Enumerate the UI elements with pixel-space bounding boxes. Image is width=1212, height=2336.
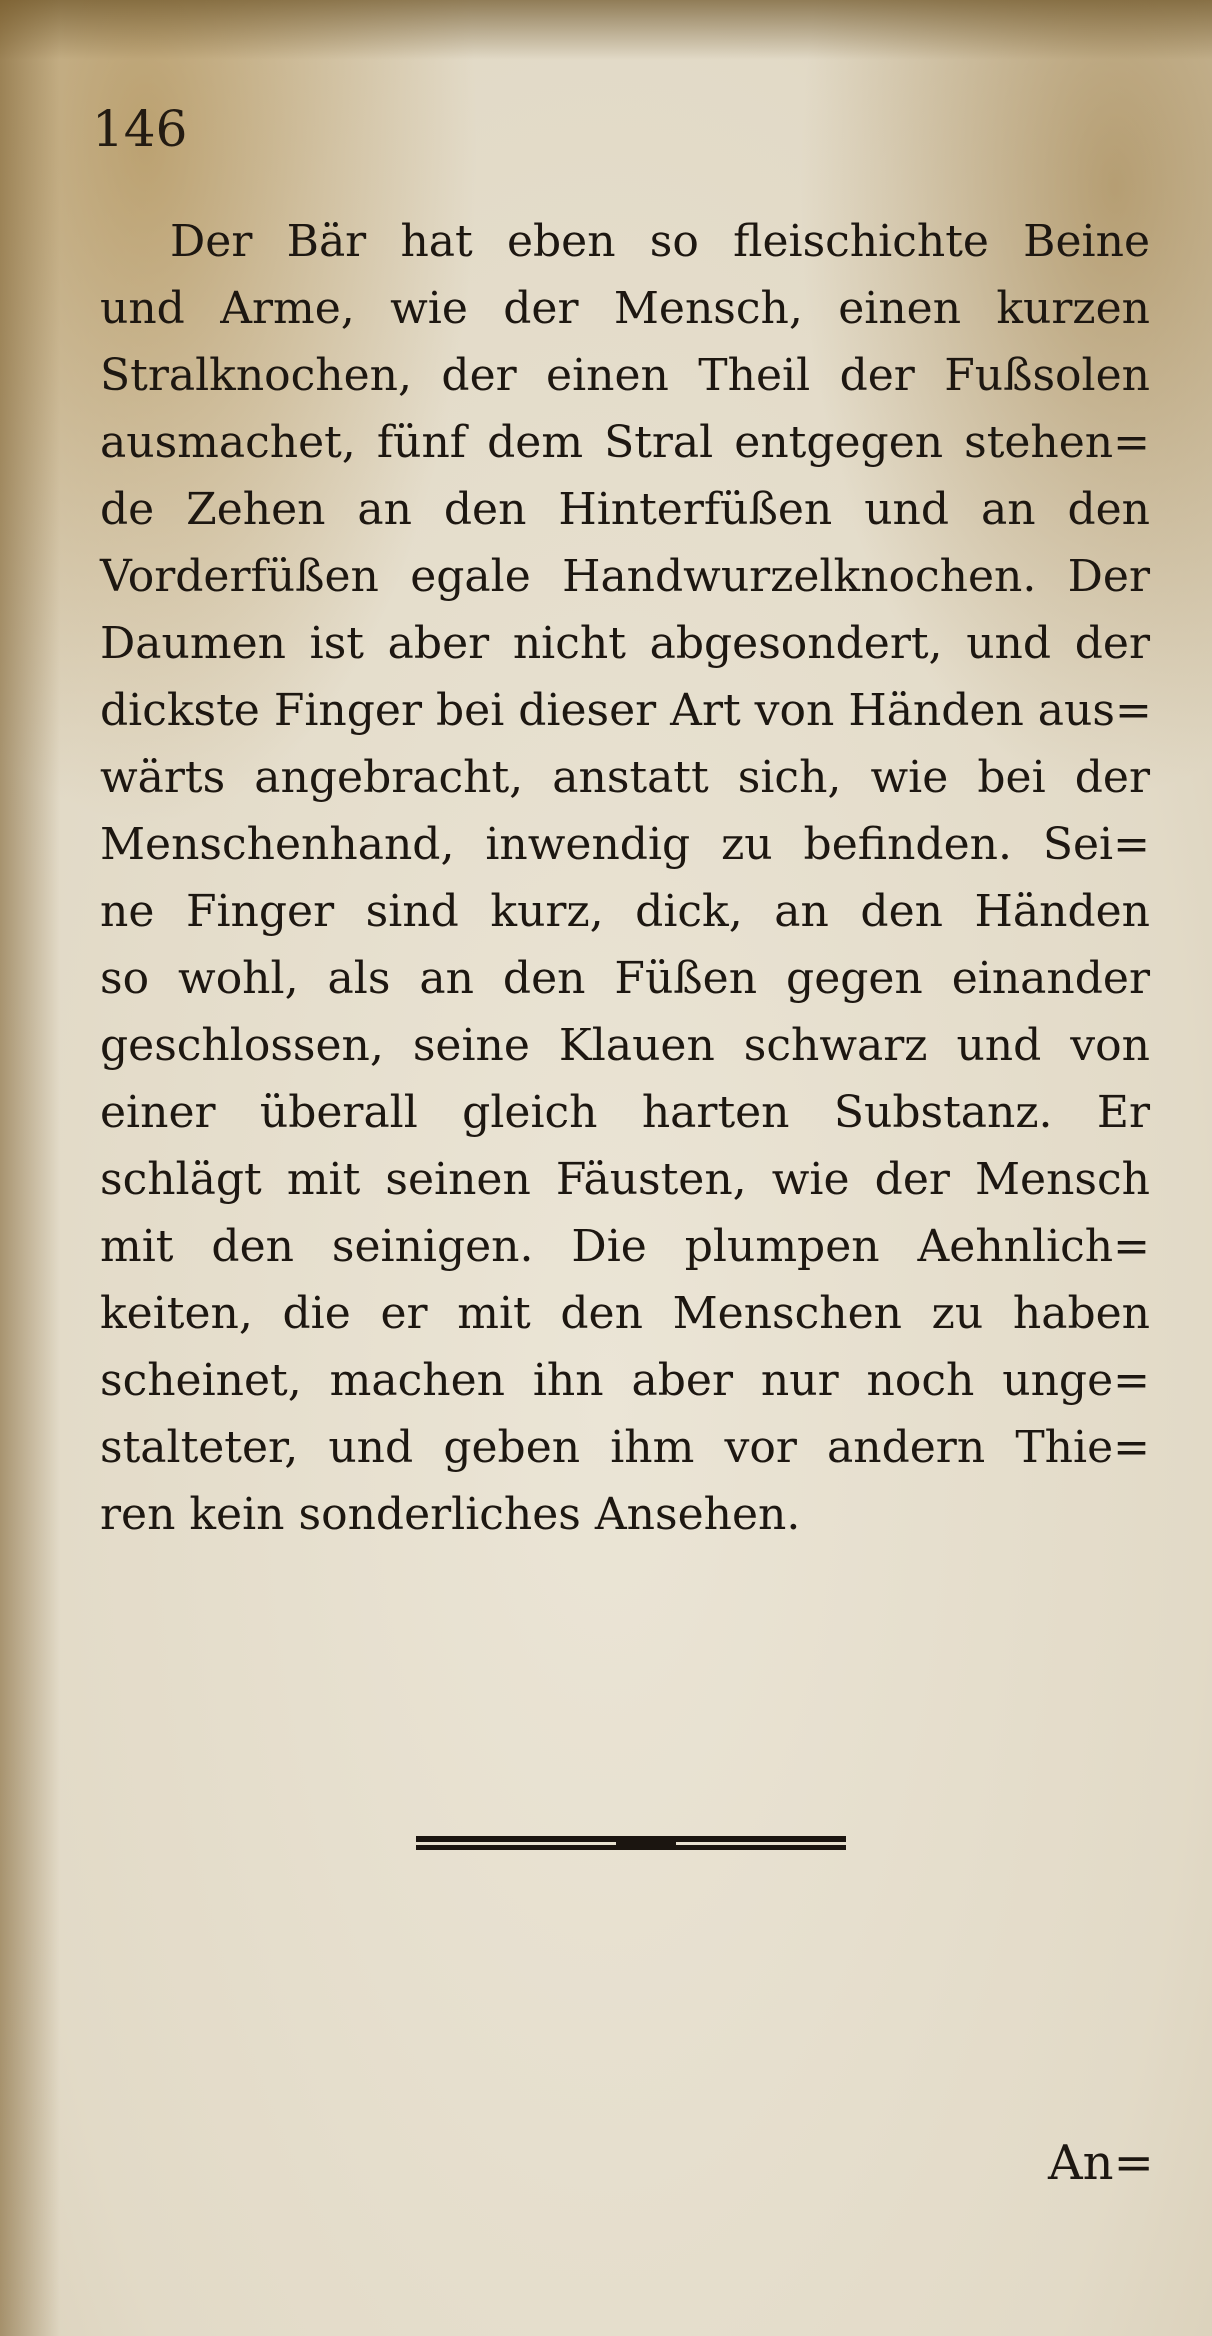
text-line: und Arme, wie der Mensch, einen kurzen: [100, 283, 1150, 334]
ornamental-rule: [416, 1836, 846, 1852]
text-line: dickste Finger bei dieser Art von Händen aus=: [100, 685, 1152, 736]
text-line: Menschenhand, inwendig zu befinden. Sei=: [100, 819, 1150, 870]
page-number: 146: [92, 100, 188, 158]
rule-bar-bottom: [416, 1845, 846, 1850]
paper-stain-top: [0, 0, 1212, 60]
text-line: geschlossen, seine Klauen schwarz und von: [100, 1020, 1150, 1071]
body-text: [100, 208, 1150, 1548]
text-line: Daumen ist aber nicht abgesondert, und der: [100, 618, 1150, 669]
text-line: so wohl, als an den Füßen gegen einander: [100, 953, 1150, 1004]
text-line: Der Bär hat eben so fleischichte Beine: [170, 216, 1150, 267]
text-line: Stralknochen, der einen Theil der Fußsolen: [100, 350, 1150, 401]
text-line: scheinet, machen ihn aber nur noch unge=: [100, 1355, 1150, 1406]
text-line: schlägt mit seinen Fäusten, wie der Mensch: [100, 1154, 1150, 1205]
text-line: ausmachet, fünf dem Stral entgegen stehen=: [100, 417, 1150, 468]
text-line: de Zehen an den Hinterfüßen und an den: [100, 484, 1150, 535]
text-line: Vorderfüßen egale Handwurzelknochen. Der: [100, 551, 1150, 602]
text-line: stalteter, und geben ihm vor andern Thie=: [100, 1422, 1150, 1473]
paper-stain-left: [0, 0, 60, 2336]
text-line: wärts angebracht, anstatt sich, wie bei der: [100, 752, 1150, 803]
catchword: An=: [1048, 2135, 1154, 2191]
text-line: ne Finger sind kurz, dick, an den Händen: [100, 886, 1150, 937]
text-line: ren kein sonderliches Ansehen.: [100, 1489, 801, 1540]
text-line: einer überall gleich harten Substanz. Er: [100, 1087, 1150, 1138]
text-line: mit den seinigen. Die plumpen Aehnlich=: [100, 1221, 1150, 1272]
text-line: keiten, die er mit den Menschen zu haben: [100, 1288, 1150, 1339]
